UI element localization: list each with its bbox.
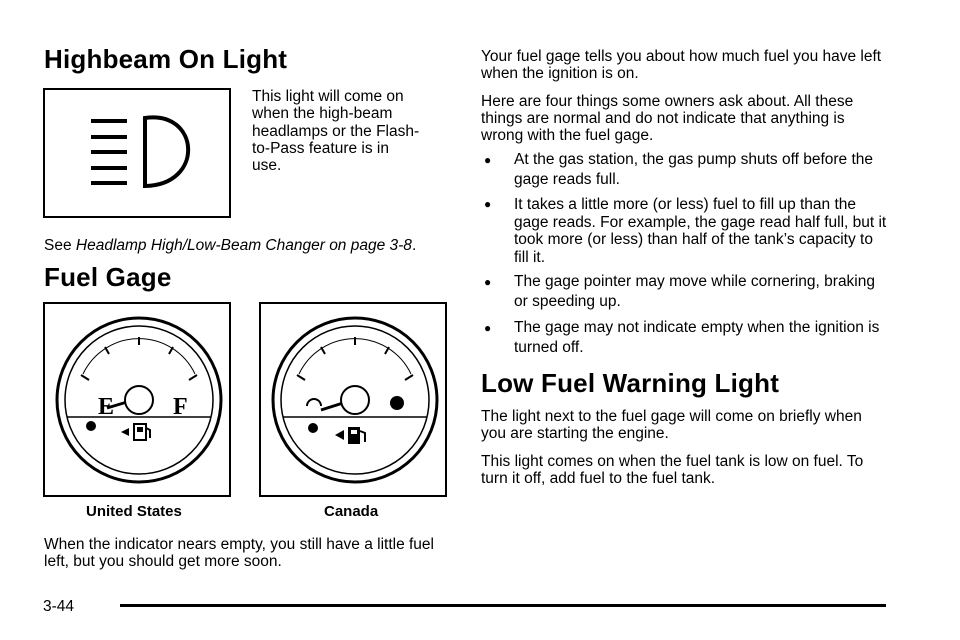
fuel-gage-body: When the indicator nears empty, you still have a little fuel left, but you should get more soon. — [44, 536, 434, 570]
fuel-gage-us-icon — [45, 304, 229, 495]
canada-caption: Canada — [324, 503, 379, 520]
footer-rule — [120, 604, 886, 607]
low-fuel-para-2: This light comes on when the fuel tank is low on fuel. To turn it off, add fuel to the fuel tank. — [481, 453, 864, 487]
list-item: ● The gage may not indicate empty when the ignition is turned off. — [481, 318, 891, 358]
us-caption: United States — [86, 503, 182, 520]
highbeam-indicator-icon — [45, 90, 229, 216]
fuel-gage-us-figure — [43, 302, 231, 497]
fuel-gage-lead: Here are four things some owners ask about. All these things are normal and do not indicate that anything is wrong with the fuel gage. — [481, 93, 854, 144]
bullet-icon: ● — [484, 153, 492, 167]
fuel-gage-title: Fuel Gage — [44, 262, 172, 292]
highbeam-see-reference — [44, 237, 464, 254]
list-item: ● It takes a little more (or less) fuel to fill up than the gage reads. For example, the gage read half full, but it took more (or less) than half of the tank’s capacity to fill it. — [481, 196, 891, 266]
low-fuel-para-1: The light next to the fuel gage will come on briefly when you are starting the engine. — [481, 408, 862, 442]
bullet-icon: ● — [484, 321, 492, 335]
highbeam-title: Highbeam On Light — [44, 44, 288, 74]
highbeam-figure — [43, 88, 231, 218]
fuel-gage-canada-icon — [261, 304, 445, 495]
list-item: ● The gage pointer may move while cornering, braking or speeding up. — [481, 272, 891, 312]
highbeam-description: This light will come on when the high-beam headlamps or the Flash-to-Pass feature is in use. — [252, 88, 420, 175]
low-fuel-title: Low Fuel Warning Light — [481, 368, 780, 398]
fuel-gage-canada-figure — [259, 302, 447, 497]
fuel-gage-bullet-list — [481, 150, 891, 358]
see-prefix: See — [44, 237, 76, 254]
see-suffix: . — [411, 237, 417, 254]
bullet-icon: ● — [484, 197, 492, 211]
fuel-gage-intro: Your fuel gage tells you about how much fuel you have left when the ignition is on. — [481, 48, 882, 82]
see-reference-link[interactable]: Headlamp High/Low-Beam Changer on page 3-8 — [75, 237, 412, 254]
empty-mark: E — [98, 394, 115, 420]
list-item: ● At the gas station, the gas pump shuts off before the gage reads full. — [481, 150, 891, 190]
bullet-icon: ● — [484, 275, 492, 289]
page-number: 3-44 — [43, 598, 75, 615]
full-mark: F — [173, 394, 188, 420]
